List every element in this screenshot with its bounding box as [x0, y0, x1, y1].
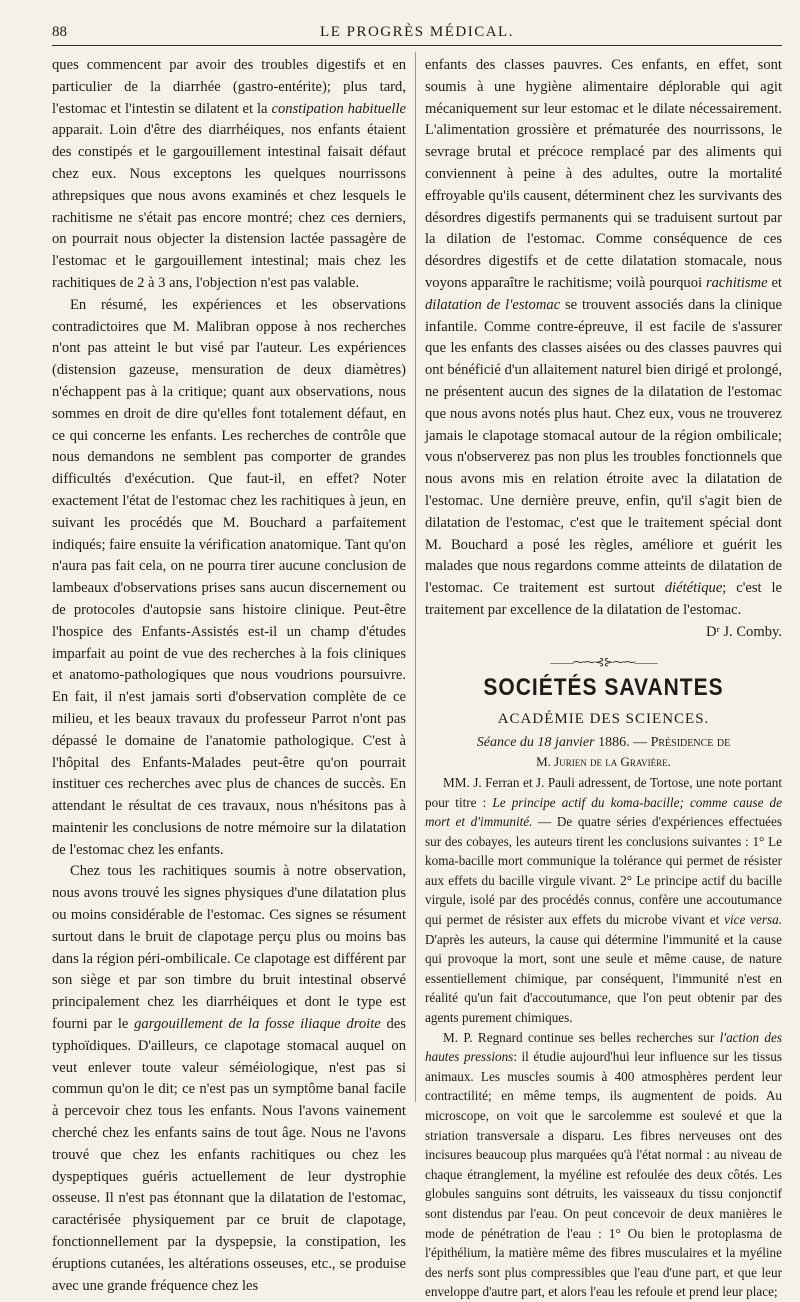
column-divider	[415, 52, 416, 1102]
separator-ornament: ——⁓⁓⊰⊱⁓⁓——	[550, 654, 657, 669]
right-column	[425, 55, 783, 1300]
journal-title: LE PROGRÈS MÉDICAL.	[320, 24, 514, 40]
paragraph: MM. J. Ferran et J. Pauli adressent, de Tortose, une note portant pour titre : Le principe actif du koma-bacille; comme cause de mort et d'immunité. — De quatre séries d'expériences effectuées sur des cobayes, les auteurs tirent les conclusions suivantes : 1° Le koma-bacille mort communique la tolérance qui permet de résister aux effets du bacille virgule vivant. 2° Le principe actif du bacille virgule, isolé par des procédés connus, confère une accoutumance qui permet de résister aux effets du microbe vivant et vice versa. D'après les auteurs, la cause qui détermine l'immunité et la cause qui provoque la mort, sont une seule et même cause, de nature essentiellement chimique, par conséquent, l'immunité n'est en réalité qu'un fait d'accoutumance, que l'on peut obtenir par des agents purement chimiques.	[425, 774, 782, 1026]
paragraph: M. P. Regnard continue ses belles recherches sur l'action des hautes pressions: il étudie aujourd'hui leur influence sur les tissus animaux. Les muscles soumis à 400 atmosphères perdent leur contractilité; en même temps, ils augmentent de poids. Au microscope, on voit que le sarcolemme est soulevé et que la striation transversale a disparu. Les fibres nerveuses ont des incisures beaucoup plus marquées qu'à l'état normal : au niveau de chaque étranglement, la myéline est refoulée des deux côtés. Les globules sanguins sont détruits, les vaisseaux du tissu conjonctif sont distendus par l'eau. On peut concevoir de deux manières le mode de pénétration de l'eau : 1° Ou bien le protoplasma de l'épithélium, la matière même des fibres musculaires et la myéline des nerfs sont plus compressibles que l'eau d'une part, et que leur enveloppe d'autre part, et alors l'eau les refoule et prend leur place;	[425, 1029, 783, 1300]
left-column	[52, 55, 407, 1294]
article-signature: Dʳ J. Comby.	[705, 623, 782, 640]
paragraph: ques commencent par avoir des troubles digestifs et en particulier de la diarrhée (gastro-entérite); plus tard, l'estomac et l'intestin se dilatent et la constipation habituelle apparait. Loin d'être des diarrhéiques, nos enfants étaient des constipés et le gargouillement intestinal faisait défaut chez eux. Nous exceptons les quelques nourrissons athrepsiques que nous avons examinés et chez lesquels le rachitisme ne s'était pas encore montré; chez ces derniers, on pourrait nous objecter la distension lactée passagère de l'estomac et le gargouillement intestinal; mais chez les rachitiques de 2 à 3 ans, l'objection n'est pas valable.	[52, 57, 407, 291]
paragraph: En résumé, les expériences et les observations contradictoires que M. Malibran oppose à nos recherches n'ont pas atteint le but visé par l'auteur. Les expériences (distension gazeuse, mensuration de deux diamètres) n'échappent pas à la critique; quant aux observations, nous sommes en droit de dire qu'elles font totalement défaut, en ce qui concerne les enfants. Les recherches de contrôle que nous demandons ne semblent pas comporter de grandes difficultés d'exécution. Que faut-il, en effet? Noter exactement l'état de l'estomac chez les rachitiques à jeun, en suivant les procédés que M. Bouchard a parfaitement indiqués; faire ensuite la vérification anatomique. Tant qu'on n'aura pas fait cela, on ne pourra tirer aucune conclusion de lambeaux d'observations prises sans aucun discernement ou de protocoles d'autopsie sans histoire clinique. Peut-être l'hospice des Enfants-Assistés est-il un champ d'études imparfait au point de vue des recherches à la fois cliniques et anatomo-pathologiques que nous voudrions poursuivre. En fait, il n'est jamais sorti d'observation complète de ce milieu, et les beaux travaux du professeur Parrot n'ont pas dépassé le domaine de l'anatomie pathologique. C'est à l'hôpital des Enfants-Malades peut-être qu'on pourrait instituer ces recherches avec plus de chances de succès. En attendant le résultat de ces travaux, nous n'hésitons pas à maintenir les conclusions de notre mémoire sur la dilatation de l'estomac chez les enfants.	[52, 296, 406, 858]
session-line: Séance du 18 janvier 1886. — Présidence de	[476, 734, 731, 750]
paragraph: enfants des classes pauvres. Ces enfants, en effet, sont soumis à une hygiène alimentaire déplorable qui agit mécaniquement sur leur estomac et le dilate nécessairement. L'alimentation grossière et prématurée des nourrissons, le sevrage brutal et précoce remplacé par des aliments qui conviennent à peine à des adultes, outre la mortalité effroyable qu'ils causent, déterminent chez les survivants des désordres digestifs permanents qui se traduisent surtout par la dilation de l'estomac. Comme conséquence de ces désordres digestifs et de cette dilatation stomacale, nous voyons apparaître le rachitisme; voilà pourquoi rachitisme et dilatation de l'estomac se trouvent associés dans la clinique infantile. Comme contre-épreuve, il est facile de s'assurer que les enfants des classes aisées ou des classes pauvres qui ont bénéficié d'un allaitement naturel bien dirigé et prolongé, ne présentent aucun des signes de la dilatation de l'estomac que nous avons notés plus haut. Chez eux, vous ne trouverez jamais le clapotage stomacal autour de la région ombilicale; vous n'observerez pas non plus les troubles fonctionnels que nous avons mis en relation étroite avec la dilatation de l'estomac. Une dernière preuve, enfin, qu'il s'agit bien de dilatation de l'estomac, c'est que le traitement spécial dont M. Bouchard a posé les règles, améliore et guérit les malades que nous regardons comme atteints de dilatation de l'estomac. Ce traitement est surtout diététique; c'est le traitement par excellence de la dilatation de l'estomac.	[425, 57, 782, 618]
page-header	[52, 24, 782, 46]
page-number: 88	[52, 24, 67, 40]
paragraph: Chez tous les rachitiques soumis à notre observation, nous avons trouvé les signes physiques d'une dilatation plus ou moins considérable de l'estomac. Ces signes se résument surtout dans le bruit de clapotage perçu plus ou moins bas dans la région péri-ombilicale. Ce clapotage est différent par son siège et par son timbre du bruit intestinal observé principalement chez les diarrhéiques et dont le type est fourni par le gargouillement de la fosse iliaque droite des typhoïdiques. D'ailleurs, ce clapotage stomacal auquel on veut enlever toute valeur séméiologique, n'est pas si commun qu'on le dit; ce n'est pas un symptôme banal facile à percevoir chez tous les enfants. Nous l'avons vainement cherché chez les enfants sains de tout âge. Nous ne l'avons trouvé que chez les enfants rachitiques ou chez les dyspeptiques guéris actuellement de leur dystrophie osseuse. Il n'est pas étonnant que la dilatation de l'estomac, caractérisée physiquement par ce bruit de clapotage, fonctionnellement par la dyspepsie, la constipation, les éruptions cutanées, les altérations osseuses, etc., se produise avec une grande fréquence chez les	[52, 863, 406, 1294]
president-name: M. Jurien de la Gravière.	[536, 753, 671, 769]
section-title: SOCIÉTÉS SAVANTES	[483, 674, 724, 701]
academy-heading: ACADÉMIE DES SCIENCES.	[497, 711, 710, 728]
header-rule	[52, 45, 782, 46]
